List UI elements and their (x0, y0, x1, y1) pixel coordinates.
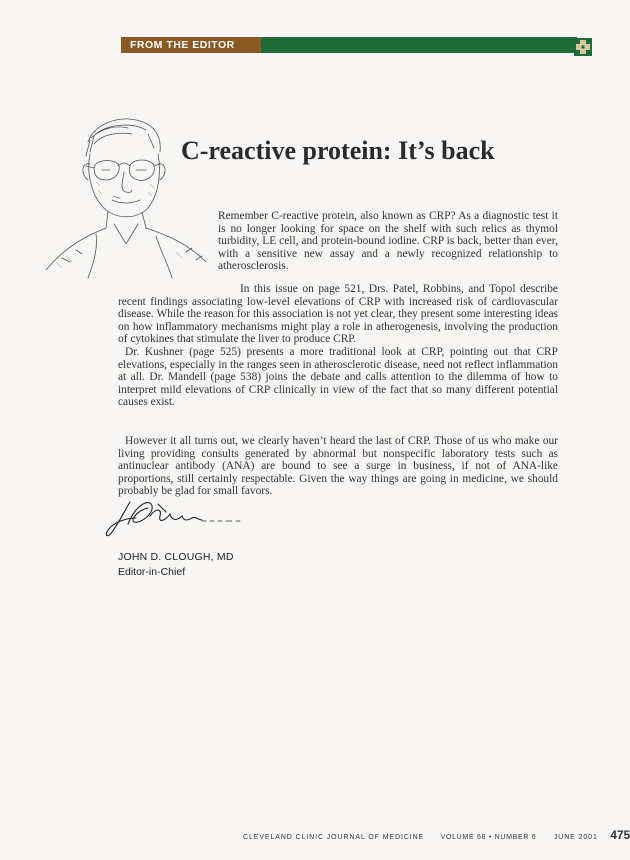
article-title: C-reactive protein: It’s back (181, 136, 495, 165)
section-label: FROM THE EDITOR (121, 37, 261, 53)
issue-info: VOLUME 68 • NUMBER 6 (440, 834, 537, 841)
editor-title: Editor-in-Chief (118, 566, 186, 578)
paragraph-3: Dr. Kushner (page 525) presents a more traditional look at CRP, pointing out that CRP elevations, especially in the ranges seen in atherosclerotic disease, need not reflect inflammation at all. Dr. Mandell (page 538) joins the debate and calls attention to the dilemma of how to interpret mild elevations of CRP clinically in view of the fact that so many different potential causes exist. (118, 346, 558, 409)
editor-name: JOHN D. CLOUGH, MD (118, 551, 234, 563)
paragraph-4: However it all turns out, we clearly haven’t heard the last of CRP. Those of us who make our living providing consults generated by abnormal but nonspecific laboratory tests such as antinuclear antibody (ANA) are bound to see a surge in business, if not of ANA-like proportions, still certainly respectable. Given the way things are going in medicine, we should probably be glad for small favors. (118, 435, 558, 498)
handwritten-signature (100, 494, 242, 544)
paragraph-1: Remember C-reactive protein, also known as CRP? As a diagnostic test it is no longer looking for space on the shelf with such relics as thymol turbidity, LE cell, and protein-bound iodine. CRP is back, better than ever, with a sensitive new assay and a newly recognized relationship to atherosclerosis. (218, 210, 558, 273)
issue-date: JUNE 2001 (553, 834, 598, 841)
journal-name: CLEVELAND CLINIC JOURNAL OF MEDICINE (243, 834, 425, 841)
page-footer (243, 826, 630, 844)
paragraph-2: In this issue on page 521, Drs. Patel, Robbins, and Topol describe recent findings associating low-level elevations of CRP with increased risk of cardiovascular disease. While the reason for this association is not yet clear, they present some interesting ideas on how inflammatory mechanisms might play a role in atherogenesis, involving the production of cytokines that stimulate the liver to produce CRP. (118, 283, 558, 346)
section-banner (121, 37, 577, 53)
journal-logo-icon (574, 38, 592, 56)
page-number: 475 (610, 828, 630, 842)
